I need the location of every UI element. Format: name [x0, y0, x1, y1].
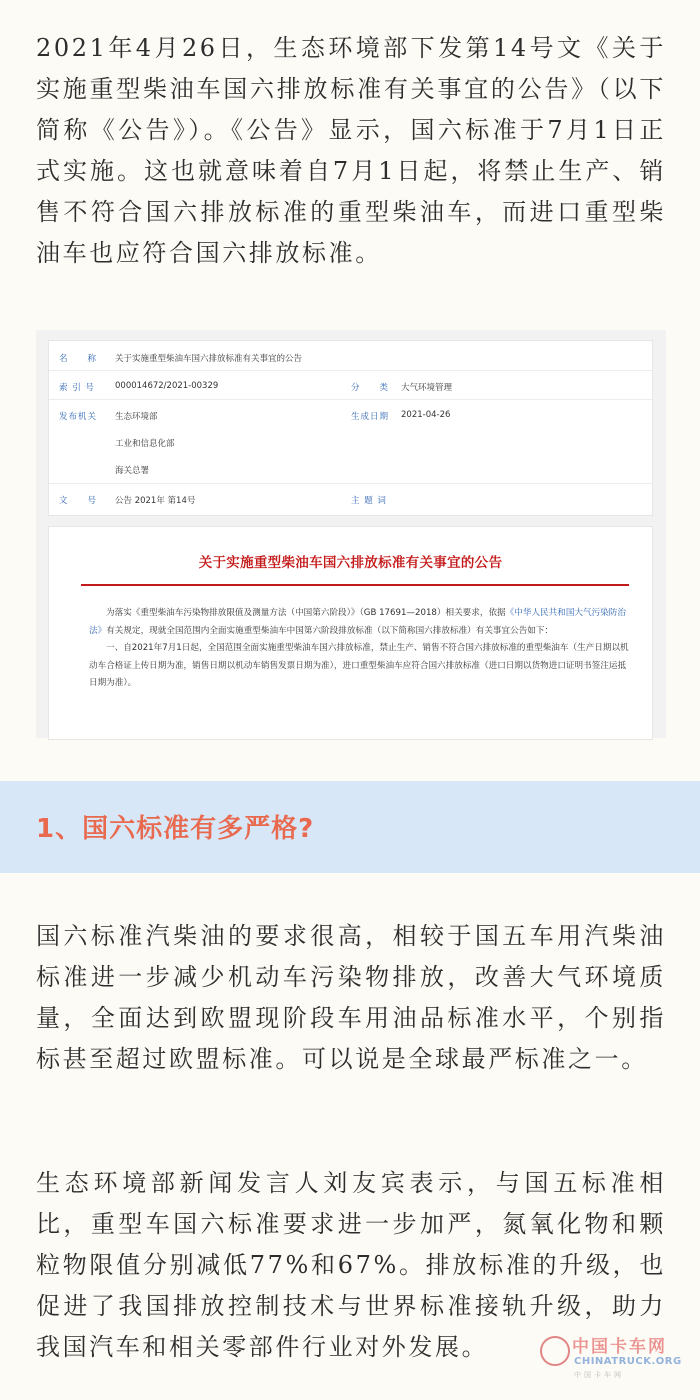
announcement-body: [89, 605, 629, 693]
body-para2: 一、自2021年7月1日起，全国范围全面实施重型柴油车国六排放标准，禁止生产、销售不符合国六排放标准的重型柴油车（生产日期以机动车合格证上传日期为准，销售日期以机动车销售发票日期为准），进口重型柴油车应符合国六排放标准（进口日期以货物进口证明书签注运抵日期为准）。: [89, 643, 629, 688]
meta-index-label: 索 引 号: [59, 383, 95, 393]
watermark-logo-icon: [540, 1336, 570, 1366]
title-divider: [81, 584, 629, 586]
meta-issuer-3: 海关总署: [115, 466, 150, 476]
announcement-meta-table: [48, 340, 653, 516]
meta-category-value: 大气环境管理: [401, 383, 453, 393]
section-header-band: [0, 781, 700, 873]
meta-date-value: 2021-04-26: [401, 410, 451, 420]
watermark-cn: 中国卡车网: [572, 1337, 667, 1357]
meta-docno-label: 文 号: [59, 496, 98, 506]
standard-strictness-paragraph: 国六标准汽柴油的要求很高，相较于国五车用汽柴油标准进一步减少机动车污染物排放，改善大气环境质量，全面达到欧盟现阶段车用油品标准水平，个别指标甚至超过欧盟标准。可以说是全球最严标准之一。: [36, 922, 666, 1073]
meta-issuer-label: 发布机关: [59, 412, 98, 422]
meta-index-value: 000014672/2021-00329: [115, 381, 219, 391]
law-link[interactable]: 《中华人民共和国大气污染防治法》: [89, 608, 626, 636]
meta-name-label: 名 称: [59, 354, 98, 364]
announcement-title: 关于实施重型柴油车国六排放标准有关事宜的公告: [198, 555, 503, 571]
body-para1-a: 为落实《重型柴油车污染物排放限值及测量方法（中国第六阶段）》（GB 17691—2018）相关要求，依据: [106, 608, 506, 618]
section-heading: 1、国六标准有多严格?: [36, 814, 315, 844]
watermark: [540, 1328, 690, 1388]
announcement-document: [48, 526, 653, 740]
meta-name-value: 关于实施重型柴油车国六排放标准有关事宜的公告: [115, 354, 303, 364]
spokesperson-paragraph: 生态环境部新闻发言人刘友宾表示，与国五标准相比，重型车国六标准要求进一步加严，氮氧化物和颗粒物限值分别减低77%和67%。排放标准的升级，也促进了我国排放控制技术与世界标准接轨升级，助力我国汽车和相关零部件行业对外发展。: [36, 1169, 666, 1361]
meta-subject-label: 主 题 词: [351, 496, 387, 506]
announcement-screenshot: [36, 330, 666, 738]
meta-issuer-2: 工业和信息化部: [115, 439, 175, 449]
watermark-sub: 中国卡车网: [574, 1371, 624, 1379]
body-para1-b: 有关规定，现就全国范围内全面实施重型柴油车中国第六阶段排放标准（以下简称国六排放标准）有关事宜公告如下：: [106, 625, 554, 636]
intro-paragraph: 2021年4月26日，生态环境部下发第14号文《关于实施重型柴油车国六排放标准有关事宜的公告》（以下简称《公告》）。《公告》显示，国六标准于7月1日正式实施。这也就意味着自7月1日起，将禁止生产、销售不符合国六排放标准的重型柴油车，而进口重型柴油车也应符合国六排放标准。: [36, 34, 666, 267]
meta-category-label: 分 类: [351, 383, 390, 393]
meta-issuer-1: 生态环境部: [115, 412, 158, 422]
watermark-en: CHINATRUCK.ORG: [574, 1356, 682, 1367]
meta-date-label: 生成日期: [351, 412, 390, 422]
meta-docno-value: 公告 2021年 第14号: [115, 496, 196, 506]
